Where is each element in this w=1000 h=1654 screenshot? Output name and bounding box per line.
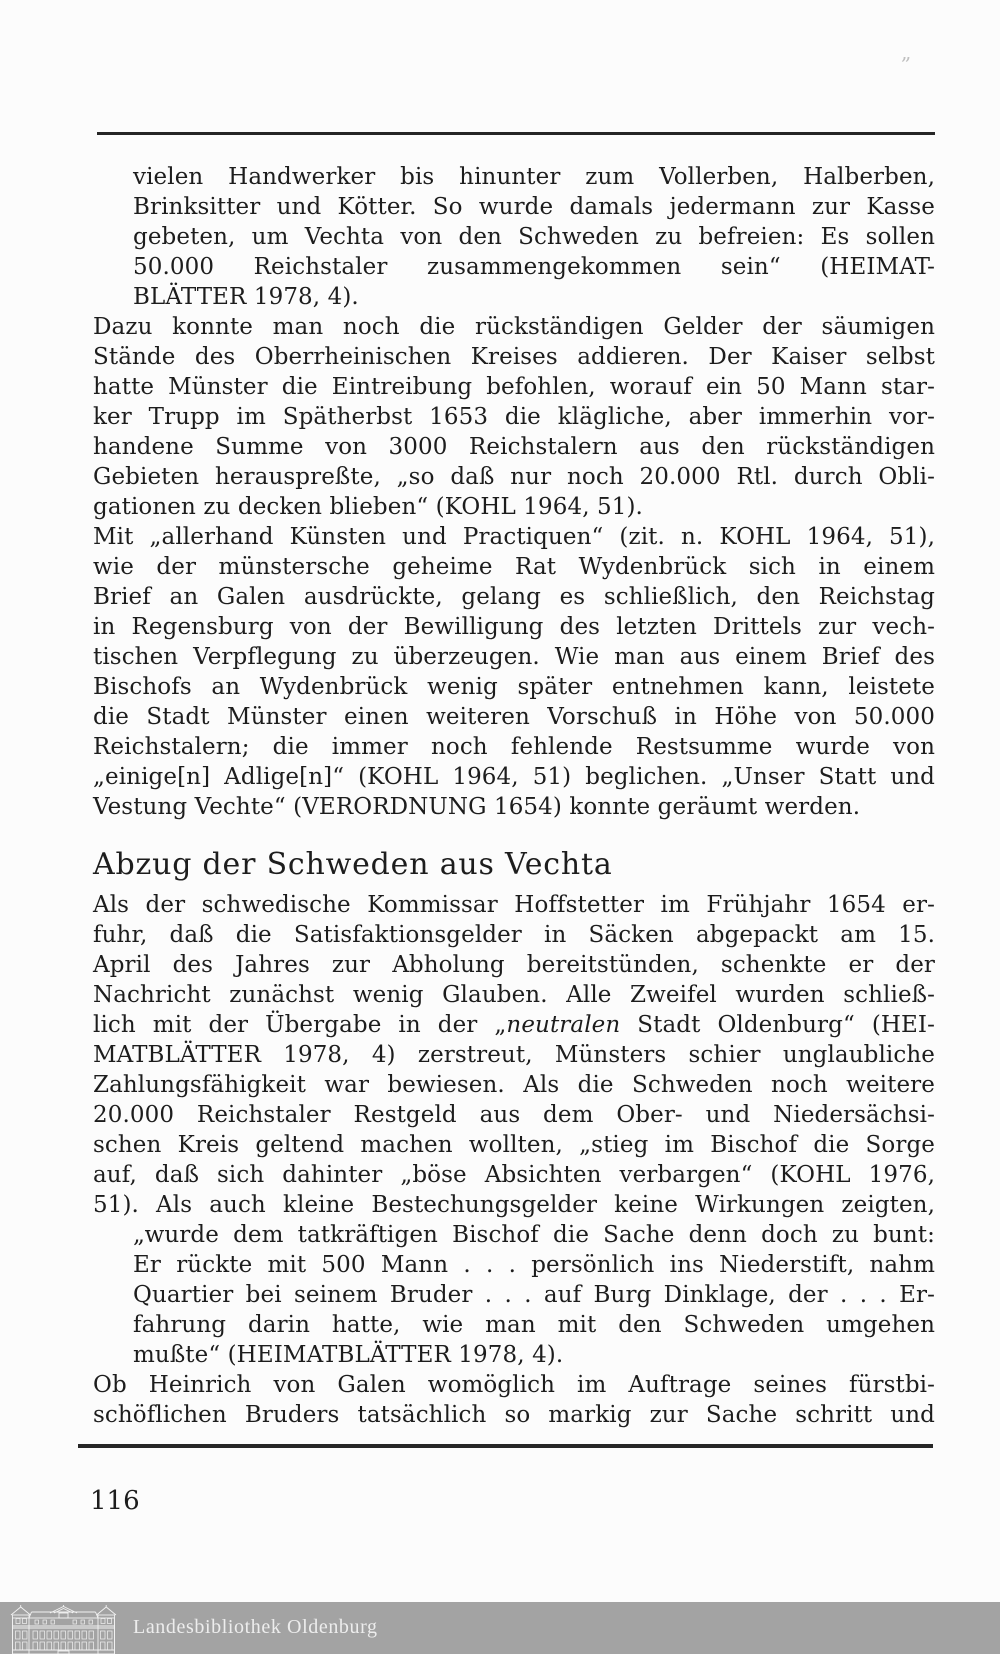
paragraph: [93, 312, 935, 522]
text-line: wie der münstersche geheime Rat Wydenbrück sich in einem: [93, 554, 935, 580]
text-line: gebeten, um Vechta von den Schweden zu befreien: Es sollen: [133, 224, 935, 250]
text-line: vielen Handwerker bis hinunter zum Vollerben, Halberben,: [133, 164, 935, 190]
text-line: 20.000 Reichstaler Restgeld aus dem Ober- und Niedersächsi-: [93, 1102, 935, 1128]
text-line: Mit „allerhand Künsten und Practiquen“ (zit. n. KOHL 1964, 51),: [93, 524, 935, 550]
paragraph-quote-continuation: [93, 162, 935, 312]
text-line: die Stadt Münster einen weiteren Vorschuß in Höhe von 50.000: [93, 704, 935, 730]
text-line: Er rückte mit 500 Mann . . . persönlich ins Niederstift, nahm: [133, 1252, 935, 1278]
text-line: Zahlungsfähigkeit war bewiesen. Als die Schweden noch weitere: [93, 1072, 935, 1098]
text-line: April des Jahres zur Abholung bereitstünden, schenkte er der: [93, 952, 935, 978]
top-rule: [97, 132, 935, 135]
text-segment: lich mit der Übergabe in der „: [93, 1012, 507, 1038]
text-line: in Regensburg von der Bewilligung des letzten Drittels zur vech-: [93, 614, 935, 640]
text-line: Dazu konnte man noch die rückständigen Gelder der säumigen: [93, 314, 935, 340]
page-number: 116: [90, 1486, 140, 1516]
text-line: „einige[n] Adlige[n]“ (KOHL 1964, 51) beglichen. „Unser Statt und: [93, 764, 935, 790]
text-line: schöflichen Bruders tatsächlich so markig zur Sache schritt und: [93, 1402, 935, 1428]
library-name: Landesbibliothek Oldenburg: [133, 1616, 378, 1638]
paragraph: [93, 890, 935, 1220]
text-line: Stände des Oberrheinischen Kreises addieren. Der Kaiser selbst: [93, 344, 935, 370]
library-building-icon: [7, 1605, 120, 1654]
text-line: „wurde dem tatkräftigen Bischof die Sache denn doch zu bunt:: [133, 1222, 935, 1248]
text-line: fahrung darin hatte, wie man mit den Schweden umgehen: [133, 1312, 935, 1338]
text-line: auf, daß sich dahinter „böse Absichten verbargen“ (KOHL 1976,: [93, 1162, 935, 1188]
text-line: handene Summe von 3000 Reichstalern aus den rückständigen: [93, 434, 935, 460]
text-line: Vestung Vechte“ (VERORDNUNG 1654) konnte geräumt werden.: [93, 794, 861, 820]
text-line: tischen Verpflegung zu überzeugen. Wie man aus einem Brief des: [93, 644, 935, 670]
text-line: BLÄTTER 1978, 4).: [133, 284, 359, 310]
text-line: schen Kreis geltend machen wollten, „stieg im Bischof die Sorge: [93, 1132, 935, 1158]
text-segment: Stadt Oldenburg“ (HEI-: [620, 1012, 935, 1038]
scan-artifact-mark: „: [901, 40, 912, 64]
text-line: 50.000 Reichstaler zusammengekommen sein“ (HEIMAT-: [133, 254, 935, 280]
paragraph: [93, 522, 935, 822]
paragraph: [93, 1370, 935, 1430]
text-line: Gebieten herauspreßte, „so daß nur noch 20.000 Rtl. durch Obli-: [93, 464, 935, 490]
section-heading: Abzug der Schweden aus Vechta: [93, 847, 613, 882]
library-stamp-bar: [0, 1602, 1000, 1654]
bottom-rule: [78, 1444, 933, 1448]
paragraph-block-quote: [93, 1220, 935, 1370]
text-line: Brinksitter und Kötter. So wurde damals jedermann zur Kasse: [133, 194, 935, 220]
text-line: MATBLÄTTER 1978, 4) zerstreut, Münsters schier unglaubliche: [93, 1042, 935, 1068]
text-line: Ob Heinrich von Galen womöglich im Auftrage seines fürstbi-: [93, 1372, 935, 1398]
text-line: hatte Münster die Eintreibung befohlen, worauf ein 50 Mann star-: [93, 374, 935, 400]
text-line: 51). Als auch kleine Bestechungsgelder keine Wirkungen zeigten,: [93, 1192, 935, 1218]
text-line: ker Trupp im Spätherbst 1653 die klägliche, aber immerhin vor-: [93, 404, 935, 430]
italic-text-segment: neutralen: [506, 1012, 621, 1038]
text-line: Als der schwedische Kommissar Hoffstetter im Frühjahr 1654 er-: [93, 892, 935, 918]
text-line: gationen zu decken blieben“ (KOHL 1964, 51).: [93, 494, 643, 520]
text-line: Bischofs an Wydenbrück wenig später entnehmen kann, leistete: [93, 674, 935, 700]
text-line: mußte“ (HEIMATBLÄTTER 1978, 4).: [133, 1342, 564, 1368]
text-line: Brief an Galen ausdrückte, gelang es schließlich, den Reichstag: [93, 584, 935, 610]
text-line: Nachricht zunächst wenig Glauben. Alle Zweifel wurden schließ-: [93, 982, 935, 1008]
text-line: Quartier bei seinem Bruder . . . auf Burg Dinklage, der . . . Er-: [133, 1282, 935, 1308]
text-line: Reichstalern; die immer noch fehlende Restsumme wurde von: [93, 734, 935, 760]
page-text: [93, 162, 935, 1430]
text-line: fuhr, daß die Satisfaktionsgelder in Säcken abgepackt am 15.: [93, 922, 935, 948]
text-line-with-italic: [93, 1010, 935, 1040]
